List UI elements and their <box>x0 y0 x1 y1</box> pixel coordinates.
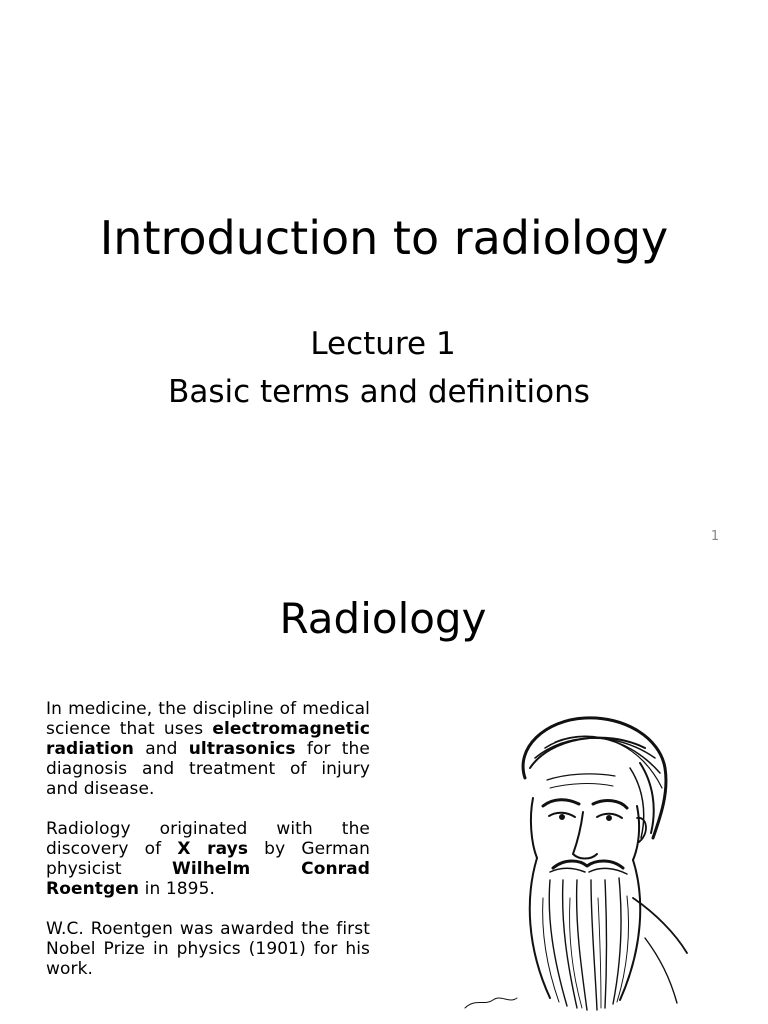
section-title: Radiology <box>279 594 487 643</box>
text-run: In medicine, the discipline of medical science that uses <box>46 699 370 739</box>
slide-title: Introduction to radiology <box>99 211 669 265</box>
text-run: by German physicist <box>46 839 370 879</box>
text-run: and <box>133 739 189 759</box>
slide-page-number: 1 <box>710 529 720 544</box>
text-run: Radiology originated with the discovery of <box>46 819 370 859</box>
bold-term: electromagnetic radiation <box>46 719 370 759</box>
bold-term: Wilhelm Conrad Roentgen <box>46 859 370 899</box>
text-run: W.C. Roentgen was awarded the first Nobel Prize in physics (1901) for his work. <box>46 919 370 979</box>
slide-subtitle: Basic terms and definitions <box>168 374 590 410</box>
bold-term: ultrasonics <box>188 739 296 759</box>
bold-term: X rays <box>177 839 249 859</box>
origin-paragraph <box>46 819 370 899</box>
nobel-paragraph <box>46 919 370 979</box>
text-run: for the diagnosis and treatment of injury and disease. <box>46 739 370 799</box>
lecture-label: Lecture 1 <box>310 326 456 362</box>
portrait-sketch-icon <box>455 708 695 1018</box>
text-run: in 1895. <box>139 879 216 899</box>
definition-paragraph <box>46 699 370 799</box>
